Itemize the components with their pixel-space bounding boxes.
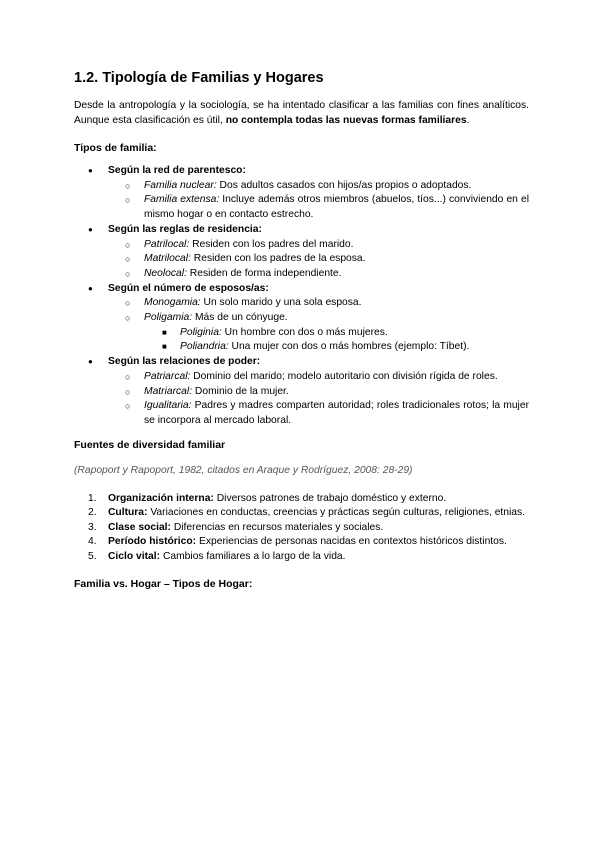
tipo-item: [106, 296, 529, 311]
fuentes-list: [74, 492, 529, 565]
fuente-desc: Cambios familiares a lo largo de la vida.: [160, 550, 346, 562]
section-title: 1.2. Tipología de Familias y Hogares: [74, 70, 324, 86]
fuente-desc: Variaciones en conductas, creencias y prácticas según culturas, religiones, etnias.: [147, 507, 526, 519]
intro-paragraph: [74, 98, 529, 128]
tipo-desc: Dos adultos casados con hijos/as propios o adoptados.: [216, 179, 472, 191]
tipo-item: [106, 385, 529, 400]
tipo-desc: Residen de forma independiente.: [186, 267, 342, 279]
tipo-term: Patriarcal:: [144, 370, 191, 382]
fuente-term: Clase social:: [108, 521, 171, 533]
fuentes-citation: (Rapoport y Rapoport, 1982, citados en Araque y Rodríguez, 2008: 28-29): [74, 464, 413, 476]
tipos-list: [74, 164, 529, 429]
tipo-subitem: [142, 340, 529, 355]
tipo-group-label: Según la red de parentesco:: [108, 165, 246, 176]
fuente-number: 4.: [88, 536, 97, 548]
document-page: [74, 70, 529, 600]
fuente-item: [74, 550, 529, 565]
tipo-term: Familia extensa:: [144, 194, 220, 206]
tipo-group-label: Según las reglas de residencia:: [108, 223, 262, 235]
tipos-heading: Tipos de familia:: [74, 142, 157, 154]
fuente-number: 2.: [88, 507, 97, 519]
fuente-number: 5.: [88, 550, 97, 562]
tipo-item: [106, 267, 529, 282]
tipo-desc: Más de un cónyuge.: [192, 312, 288, 324]
tipo-desc: Dominio del marido; modelo autoritario con división rígida de roles.: [190, 370, 498, 382]
tipo-term: Familia nuclear:: [144, 179, 217, 191]
fuente-item: [74, 506, 529, 521]
tipo-item: [106, 179, 529, 194]
fuente-term: Período histórico:: [108, 536, 197, 548]
intro-text: Desde la antropología y la sociología, se ha intentado clasificar a las familias con fines analíticos. Aunque esta clasificación es útil,: [74, 100, 529, 126]
fuente-desc: Diversos patrones de trabajo doméstico y externo.: [213, 492, 447, 504]
fuente-desc: Diferencias en recursos materiales y sociales.: [170, 521, 384, 533]
tipo-term: Matriarcal:: [144, 385, 193, 397]
tipo-item: [106, 252, 529, 267]
intro-end: .: [466, 115, 470, 126]
tipo-desc: Dominio de la mujer.: [192, 385, 289, 397]
tipo-desc: Un hombre con dos o más mujeres.: [221, 326, 388, 338]
tipo-desc: Padres y madres comparten autoridad; roles tradicionales rotos; la mujer se incorpora al mercado laboral.: [144, 400, 529, 426]
fuente-item: [74, 521, 529, 536]
tipo-term: Igualitaria:: [144, 400, 192, 412]
tipo-item: [106, 370, 529, 385]
fuente-item: [74, 492, 529, 507]
tipo-term: Poligamia:: [144, 312, 193, 324]
tipo-term: Poliandria:: [180, 341, 229, 353]
tipo-subitem: [142, 326, 529, 341]
intro-bold: no contempla todas las nuevas formas familiares: [225, 115, 467, 126]
tipo-group-label: Según las relaciones de poder:: [108, 356, 261, 368]
tipo-term: Poliginia:: [180, 326, 222, 338]
fuente-number: 1.: [88, 492, 97, 504]
fuente-term: Organización interna:: [108, 492, 214, 504]
tipo-sublist: [108, 296, 529, 355]
tipo-sublist: [108, 238, 529, 282]
tipo-desc: Incluye además otros miembros (abuelos, tíos...) conviviendo en el mismo hogar o en contacto estrecho.: [144, 194, 529, 221]
tipo-desc: Un solo marido y una sola esposa.: [200, 297, 362, 309]
tipo-term: Monogamia:: [144, 297, 201, 309]
fuente-term: Ciclo vital:: [108, 550, 161, 562]
tipo-item: [106, 193, 529, 222]
fuente-term: Cultura:: [108, 507, 148, 519]
tipo-group: [74, 355, 529, 429]
tipo-sublist: [108, 370, 529, 429]
tipo-group-label: Según el número de esposos/as:: [108, 282, 269, 294]
tipo-group: [74, 282, 529, 356]
hogar-heading: Familia vs. Hogar – Tipos de Hogar:: [74, 578, 253, 591]
tipo-subsublist: [144, 326, 529, 355]
tipo-desc: Una mujer con dos o más hombres (ejemplo: Tíbet).: [228, 341, 470, 353]
fuente-number: 3.: [88, 521, 97, 533]
tipo-group: [74, 223, 529, 282]
fuente-item: [74, 535, 529, 550]
tipo-item: [106, 311, 529, 355]
fuentes-heading: Fuentes de diversidad familiar: [74, 438, 226, 451]
fuente-desc: Experiencias de personas nacidas en contextos históricos distintos.: [196, 536, 507, 548]
tipo-item: [106, 238, 529, 253]
tipo-sublist: [108, 179, 529, 223]
tipo-term: Matrilocal:: [144, 253, 191, 265]
tipo-group: [74, 164, 529, 223]
tipo-desc: Residen con los padres del marido.: [189, 238, 354, 250]
tipo-term: Neolocal:: [144, 267, 187, 279]
tipo-desc: Residen con los padres de la esposa.: [190, 253, 366, 265]
tipo-term: Patrilocal:: [144, 238, 190, 250]
tipo-item: [106, 399, 529, 428]
